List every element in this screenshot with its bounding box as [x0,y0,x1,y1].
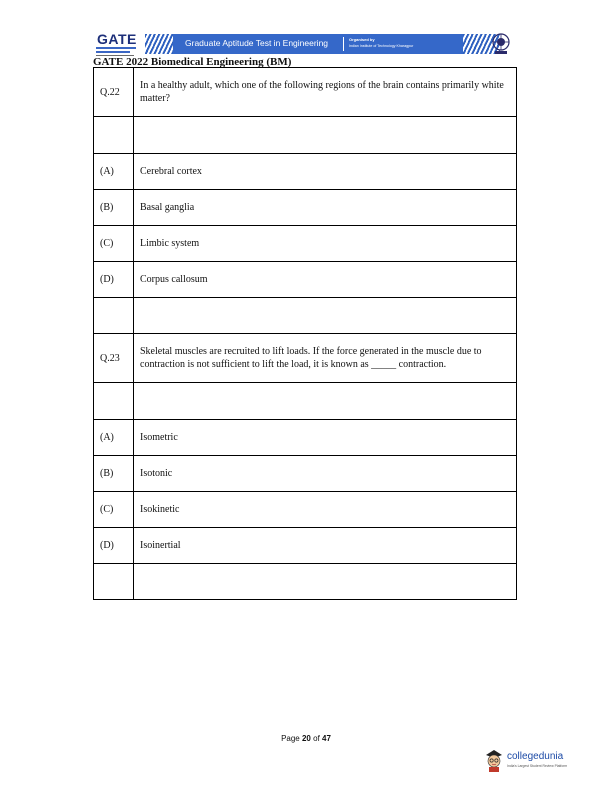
question-row [94,68,517,117]
organizer-label: Organised by [349,37,375,42]
question-text: In a healthy adult, which one of the following regions of the brain contains primarily white matter? [134,68,517,117]
option-row [94,190,517,226]
option-row [94,154,517,190]
option-row [94,528,517,564]
blank-row [94,383,517,420]
option-text: Corpus callosum [134,262,517,298]
question-row [94,334,517,383]
option-label: (A) [94,420,134,456]
gate-logo-text: GATE [97,31,137,47]
option-label: (D) [94,262,134,298]
question-number: Q.22 [94,68,134,117]
page-total: 47 [322,734,331,743]
option-row [94,492,517,528]
mascot-icon [483,746,505,772]
logo-line-2 [96,51,130,53]
option-label: (A) [94,154,134,190]
option-row [94,420,517,456]
option-text: Basal ganglia [134,190,517,226]
question-number: Q.23 [94,334,134,383]
page-current: 20 [301,734,311,743]
brand-tagline: India's Largest Student Review Platform [507,764,568,768]
banner-title: Graduate Aptitude Test in Engineering [185,38,329,48]
page-number [0,734,612,743]
question-table [93,67,517,600]
logo-line-1 [96,47,136,49]
blank-row [94,298,517,334]
blank-row [94,564,517,600]
brand-name: collegedunia [507,751,564,762]
option-row [94,262,517,298]
page-prefix: Page [281,734,300,743]
option-label: (B) [94,190,134,226]
collegedunia-logo [480,744,580,774]
option-label: (C) [94,492,134,528]
option-label: (D) [94,528,134,564]
banner-core [173,34,463,54]
option-text: Isotonic [134,456,517,492]
question-text: Skeletal muscles are recruited to lift loads. If the force generated in the muscle due to contraction is not sufficient to lift the load, it is known as _____ contraction. [134,334,517,383]
option-row [94,456,517,492]
option-label: (C) [94,226,134,262]
option-label: (B) [94,456,134,492]
organizer-name: Indian Institute of Technology Kharagpur [349,44,414,48]
iit-emblem-icon [491,33,511,55]
page-of: of [313,734,320,743]
option-text: Isoinertial [134,528,517,564]
blank-row [94,117,517,154]
banner-separator [343,37,344,51]
option-text: Limbic system [134,226,517,262]
header-banner [145,34,500,54]
option-text: Cerebral cortex [134,154,517,190]
option-text: Isometric [134,420,517,456]
option-row [94,226,517,262]
paper-title: GATE 2022 Biomedical Engineering (BM) [93,56,292,68]
option-text: Isokinetic [134,492,517,528]
